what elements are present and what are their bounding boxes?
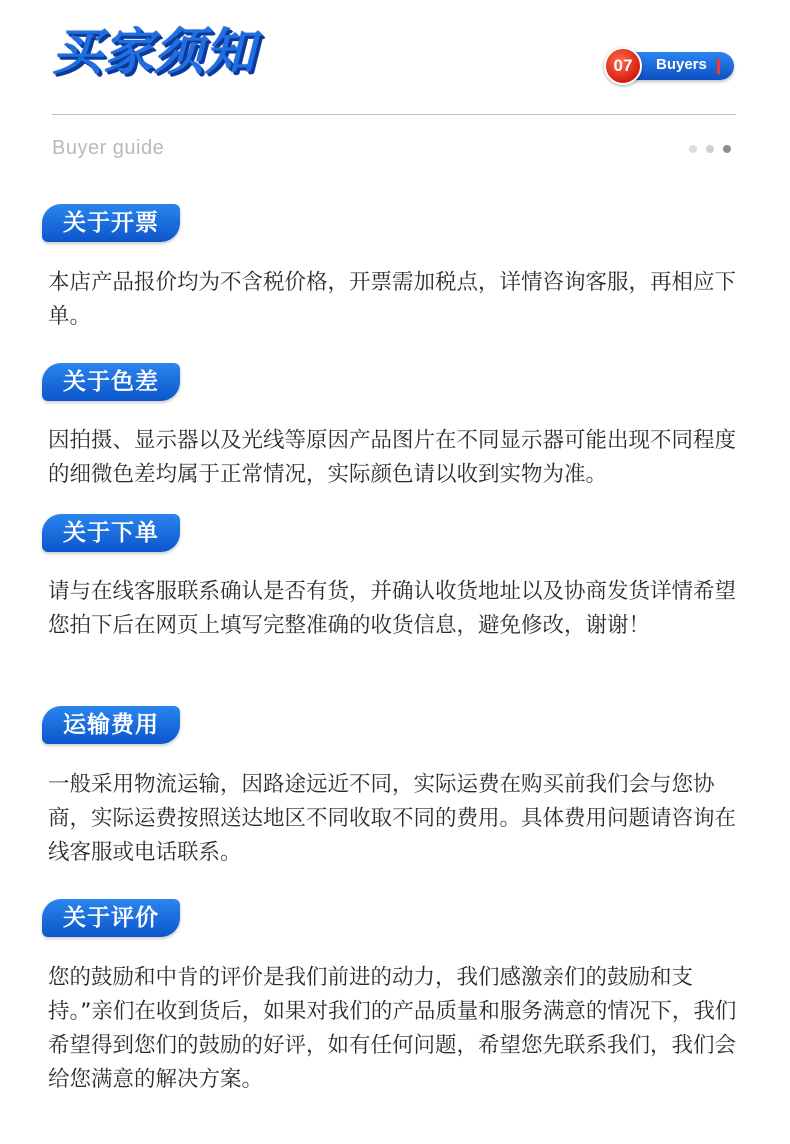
page-title: 买家须知 xyxy=(52,23,256,81)
section-text-invoice: 本店产品报价均为不含税价格，开票需加税点，详情咨询客服，再相应下单。 xyxy=(48,270,737,329)
dot-icon xyxy=(689,145,697,153)
section-heading-invoice: 关于开票 xyxy=(42,204,180,242)
header-divider xyxy=(52,114,736,115)
section-text-shipping: 一般采用物流运输，因路途远近不同，实际运费在购买前我们会与您协商，实际运费按照送达地区不同收取不同的费用。具体费用问题请咨询在线客服或电话联系。 xyxy=(48,772,737,865)
dot-icon xyxy=(706,145,714,153)
page-subtitle: Buyer guide xyxy=(52,137,165,159)
section-heading-color-difference: 关于色差 xyxy=(42,363,180,401)
dot-icon xyxy=(723,145,731,153)
badge-label: Buyers xyxy=(656,56,707,73)
badge-accent-mark-icon xyxy=(717,59,720,74)
pagination-dots xyxy=(689,145,739,155)
section-heading-reviews: 关于评价 xyxy=(42,899,180,937)
section-text-reviews: 您的鼓励和中肯的评价是我们前进的动力，我们感激亲们的鼓励和支持。”亲们在收到货后，如果对我们的产品质量和服务满意的情况下，我们希望得到您们的鼓励的好评，如有任何问题，希望您先联系我们，我们会给您满意的解决方案。 xyxy=(48,965,737,1092)
section-text-color-difference: 因拍摄、显示器以及光线等原因产品图片在不同显示器可能出现不同程度的细微色差均属于正常情况，实际颜色请以收到实物为准。 xyxy=(48,428,737,487)
section-number-badge xyxy=(604,47,736,85)
section-heading-ordering: 关于下单 xyxy=(42,514,180,552)
section-text-ordering: 请与在线客服联系确认是否有货，并确认收货地址以及协商发货详情希望您拍下后在网页上填写完整准确的收货信息，避免修改，谢谢！ xyxy=(48,579,737,638)
badge-number: 07 xyxy=(604,47,642,85)
section-heading-shipping: 运输费用 xyxy=(42,706,180,744)
